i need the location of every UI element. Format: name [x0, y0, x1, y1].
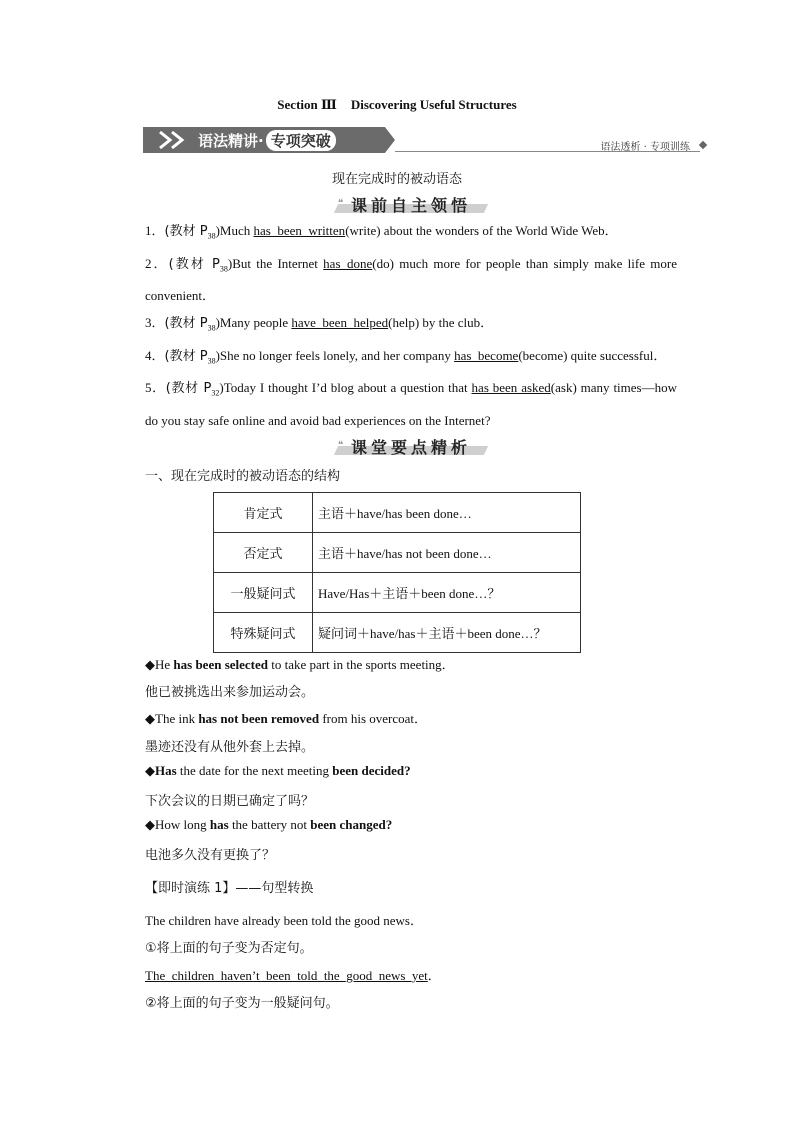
practice-sentence: The children have already been told the good news．: [145, 913, 423, 928]
table-row: 肯定式 主语＋have/has been done…: [214, 493, 581, 533]
practice-question: ②将上面的句子变为一般疑问句。: [145, 996, 339, 1011]
page-title: [0, 97, 794, 113]
example-sentence: ◆Has the date for the next meeting been decided?: [145, 763, 411, 778]
exercise-item: 3．(教材 $P_{38})Many$ people have_been_helped(help) by the club．: [145, 315, 494, 333]
structure-heading: 一、现在完成时的被动语态的结构: [145, 469, 341, 484]
example-sentence: ◆The ink has not been removed from his overcoat．: [145, 711, 428, 726]
practice-heading: 【即时演练 1】——句型转换: [145, 881, 314, 896]
section-banner: [143, 127, 708, 155]
example-translation: 下次会议的日期已确定了吗？: [145, 794, 315, 809]
practice-question: ①将上面的句子变为否定句。: [145, 941, 313, 956]
example-sentence: ◆How long has the battery not been changed?: [145, 817, 393, 832]
table-row: 特殊疑问式 疑问词＋have/has＋主语＋been done…？: [214, 613, 581, 653]
answer-blank: has_become: [454, 347, 519, 363]
answer-blank: have_been_helped: [291, 315, 389, 331]
answer-blank: has_been_written: [253, 223, 346, 238]
exercise-item: 2．(教材 $P_{38})But$ the Internet has_done(do) much more for people than simply make life more convenient．: [145, 255, 677, 304]
banner-title: 语法精讲· 专项突破: [198, 130, 336, 151]
section-heading-preview: ❝ 课前自主领悟: [336, 193, 486, 215]
topic-subtitle: 现在完成时的被动语态: [331, 172, 462, 187]
table-row: 否定式 主语＋have/has not been done…: [214, 533, 581, 573]
practice-answer: The_children_haven’t_been_told_the_good_news_yet．: [145, 968, 441, 983]
quote-icon: ❝: [338, 198, 344, 209]
answer-blank: has_done: [323, 255, 373, 271]
quote-icon: ❝: [338, 440, 344, 451]
banner-pill: 专项突破: [266, 130, 336, 151]
table-row: 一般疑问式 Have/Has＋主语＋been done…？: [214, 573, 581, 613]
exercise-item: 1．(教材 $P_{38})Much$ has_been_written(write) about the wonders of the World Wide Web．: [145, 223, 618, 241]
exercise-list: [117, 217, 677, 434]
exercise-item: 4．(教材 $P_{38})She$ no longer feels lonely, and her company has_become(become) quite successful．: [145, 347, 667, 366]
answer-blank: has been asked: [471, 380, 551, 396]
banner-right-label: 语法透析 · 专项训练: [600, 142, 690, 153]
title-section: Section Ⅲ: [277, 97, 337, 112]
diamond-icon: [699, 141, 707, 149]
chevron-right-icon: [169, 131, 185, 149]
example-translation: 他已被挑选出来参加运动会。: [145, 685, 315, 700]
example-translation: 墨迹还没有从他外套上去掉。: [145, 740, 315, 755]
structure-table: [213, 492, 581, 653]
example-sentence: ◆He has been selected to take part in the sports meeting．: [145, 657, 455, 672]
title-text: Discovering Useful Structures: [350, 97, 517, 112]
answer-blank: The_children_haven’t_been_told_the_good_news_yet: [145, 968, 428, 983]
section-heading-class: ❝ 课堂要点精析: [336, 435, 486, 457]
example-translation: 电池多久没有更换了？: [145, 848, 276, 863]
exercise-item: 5．(教材 $P_{32})Today$ I thought I’d blog about a question that has been asked(ask) many times—how do you stay safe online and avoid bad experiences on the Internet?: [145, 380, 677, 428]
